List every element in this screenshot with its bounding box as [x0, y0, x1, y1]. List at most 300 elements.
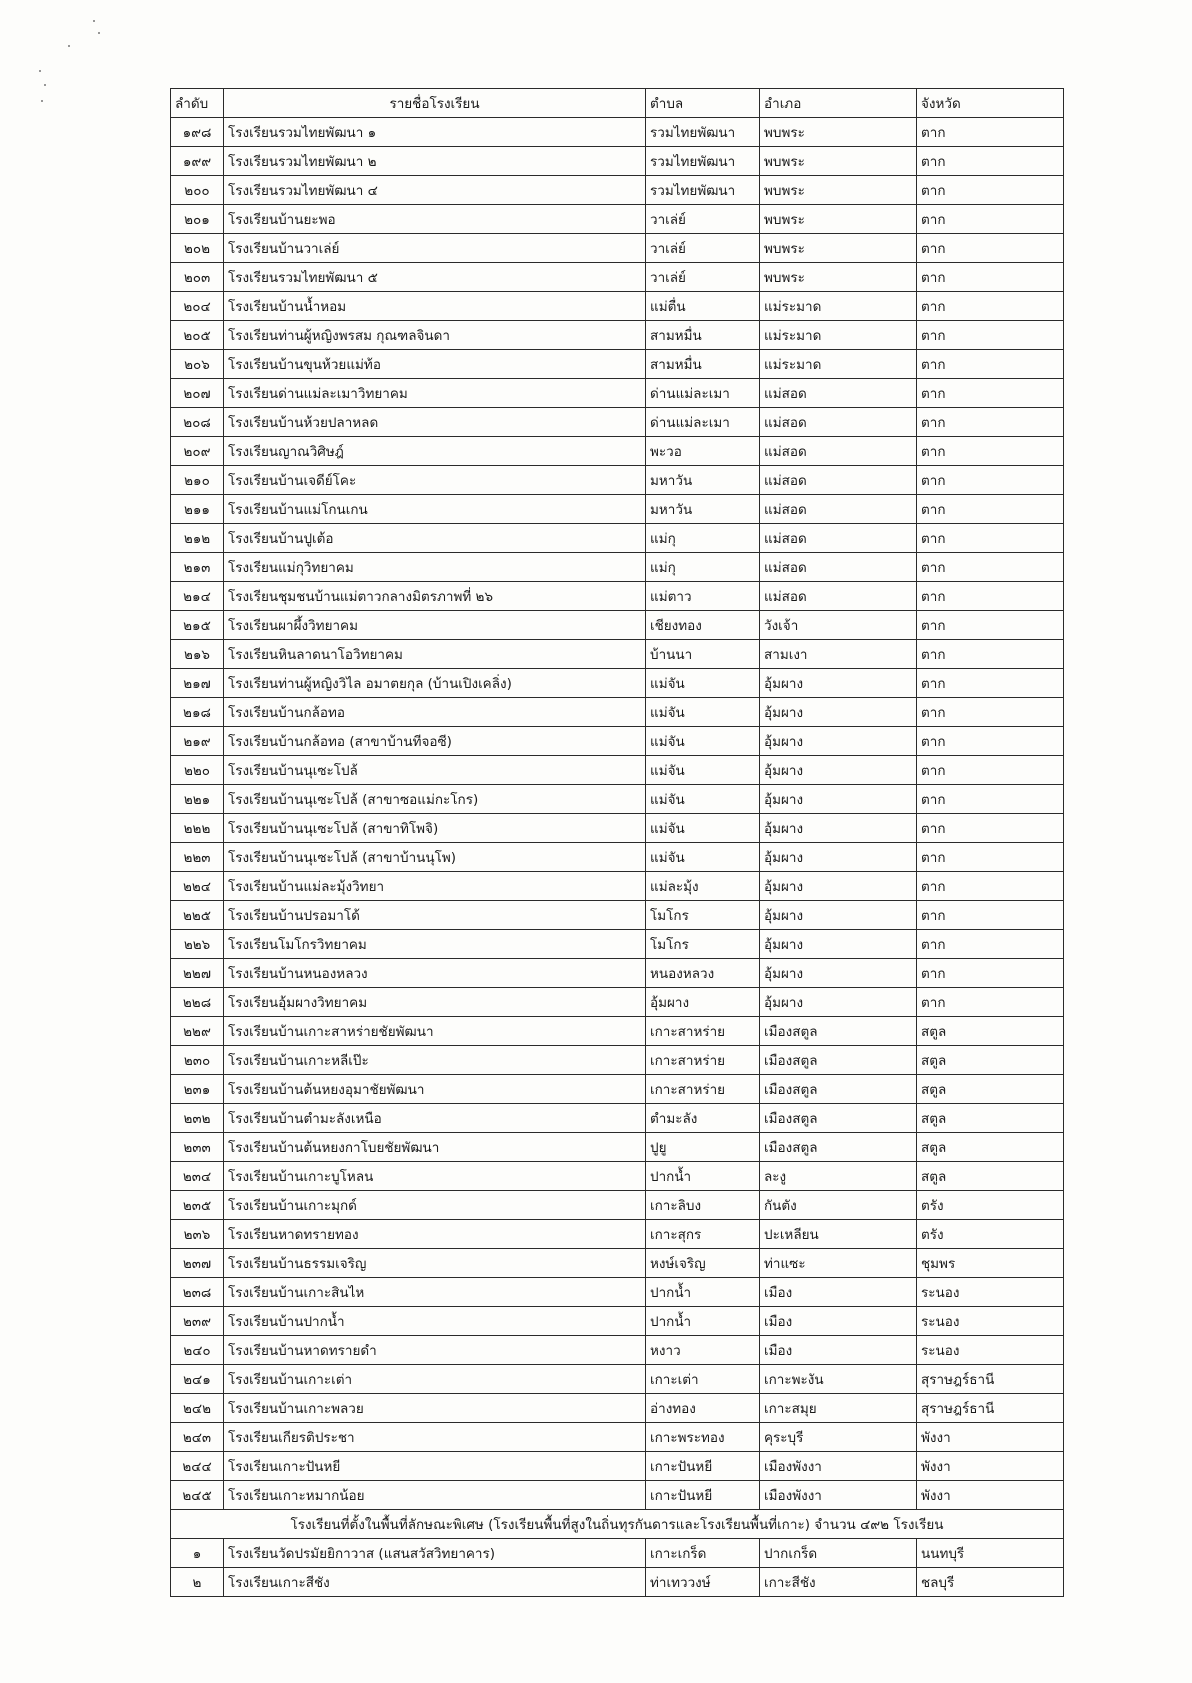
- table-row: [171, 205, 1064, 234]
- cell-province: ตาก: [917, 147, 1064, 176]
- cell-order: ๒๒๑: [171, 785, 224, 814]
- table-row: [171, 524, 1064, 553]
- cell-province: ตาก: [917, 292, 1064, 321]
- cell-subdistrict: อ่างทอง: [646, 1394, 760, 1423]
- table-row: [171, 495, 1064, 524]
- cell-order: ๒๔๒: [171, 1394, 224, 1423]
- cell-district: แม่สอด: [760, 379, 917, 408]
- cell-province: ตาก: [917, 234, 1064, 263]
- cell-school-name: โรงเรียนชุมชนบ้านแม่ตาวกลางมิตรภาพที่ ๒๖: [224, 582, 646, 611]
- table-row: [171, 118, 1064, 147]
- cell-province: ตาก: [917, 669, 1064, 698]
- cell-order: ๒๓๒: [171, 1104, 224, 1133]
- table-row: [171, 901, 1064, 930]
- cell-province: ตาก: [917, 901, 1064, 930]
- cell-subdistrict: แม่จัน: [646, 727, 760, 756]
- cell-school-name: โรงเรียนรวมไทยพัฒนา ๕: [224, 263, 646, 292]
- cell-subdistrict: เกาะสาหร่าย: [646, 1017, 760, 1046]
- cell-order: ๒๓๕: [171, 1191, 224, 1220]
- cell-province: พังงา: [917, 1452, 1064, 1481]
- cell-subdistrict: มหาวัน: [646, 495, 760, 524]
- cell-district: แม่ระมาด: [760, 350, 917, 379]
- school-list-table: [170, 88, 1064, 1597]
- cell-order: ๒๒๔: [171, 872, 224, 901]
- cell-province: ตาก: [917, 495, 1064, 524]
- cell-order: ๒๔๕: [171, 1481, 224, 1510]
- cell-district: เกาะสีชัง: [760, 1568, 917, 1597]
- cell-subdistrict: สามหมื่น: [646, 350, 760, 379]
- table-row: [171, 872, 1064, 901]
- cell-province: สุราษฎร์ธานี: [917, 1365, 1064, 1394]
- cell-district: พบพระ: [760, 263, 917, 292]
- cell-province: ตาก: [917, 321, 1064, 350]
- cell-order: ๒๐๘: [171, 408, 224, 437]
- cell-province: ตาก: [917, 350, 1064, 379]
- table-row: [171, 669, 1064, 698]
- table-row: [171, 640, 1064, 669]
- cell-subdistrict: หนองหลวง: [646, 959, 760, 988]
- cell-province: สตูล: [917, 1104, 1064, 1133]
- cell-subdistrict: ด่านแม่ละเมา: [646, 408, 760, 437]
- cell-province: ระนอง: [917, 1307, 1064, 1336]
- table-header-row: [171, 89, 1064, 118]
- cell-province: สตูล: [917, 1046, 1064, 1075]
- cell-district: เมืองสตูล: [760, 1075, 917, 1104]
- table-row: [171, 147, 1064, 176]
- table-row: [171, 1133, 1064, 1162]
- scan-speck: [41, 100, 43, 102]
- cell-order: ๒๐๖: [171, 350, 224, 379]
- table-row: [171, 1046, 1064, 1075]
- cell-order: ๒๑๗: [171, 669, 224, 698]
- cell-school-name: โรงเรียนบ้านนุเซะโปล้ (สาขาทิโพจิ): [224, 814, 646, 843]
- table-row: [171, 1278, 1064, 1307]
- cell-order: ๒๑๖: [171, 640, 224, 669]
- cell-school-name: โรงเรียนบ้านธรรมเจริญ: [224, 1249, 646, 1278]
- cell-school-name: โรงเรียนบ้านเกาะสาหร่ายชัยพัฒนา: [224, 1017, 646, 1046]
- cell-subdistrict: โมโกร: [646, 930, 760, 959]
- cell-order: ๒๔๐: [171, 1336, 224, 1365]
- cell-order: ๒๐๗: [171, 379, 224, 408]
- cell-school-name: โรงเรียนแม่กุวิทยาคม: [224, 553, 646, 582]
- cell-school-name: โรงเรียนวัดปรมัยยิกาวาส (แสนสวัสวิทยาคาร): [224, 1539, 646, 1568]
- cell-subdistrict: แม่จัน: [646, 698, 760, 727]
- cell-school-name: โรงเรียนเกาะสีชัง: [224, 1568, 646, 1597]
- cell-district: อุ้มผาง: [760, 843, 917, 872]
- header-district: อำเภอ: [760, 89, 917, 118]
- cell-district: พบพระ: [760, 176, 917, 205]
- cell-province: ตาก: [917, 437, 1064, 466]
- scan-speck: [68, 45, 70, 47]
- cell-order: ๑: [171, 1539, 224, 1568]
- table-row: [171, 756, 1064, 785]
- cell-subdistrict: แม่จัน: [646, 843, 760, 872]
- cell-province: ตาก: [917, 872, 1064, 901]
- section-heading: โรงเรียนที่ตั้งในพื้นที่ลักษณะพิเศษ (โรงเรียนพื้นที่สูงในถิ่นทุรกันดารและโรงเรียนพื้นที่เกาะ) จำนวน ๔๙๒ โรงเรียน: [171, 1510, 1064, 1539]
- table-row: [171, 466, 1064, 495]
- cell-school-name: โรงเรียนบ้านแม่ละมุ้งวิทยา: [224, 872, 646, 901]
- cell-district: แม่สอด: [760, 437, 917, 466]
- cell-district: ปากเกร็ด: [760, 1539, 917, 1568]
- cell-order: ๒๐๑: [171, 205, 224, 234]
- cell-school-name: โรงเรียนบ้านน้ำหอม: [224, 292, 646, 321]
- cell-subdistrict: ปากน้ำ: [646, 1278, 760, 1307]
- cell-province: สตูล: [917, 1133, 1064, 1162]
- cell-order: ๒๐๐: [171, 176, 224, 205]
- cell-district: เมืองสตูล: [760, 1133, 917, 1162]
- cell-order: ๑๙๘: [171, 118, 224, 147]
- cell-order: ๒: [171, 1568, 224, 1597]
- table-row: [171, 292, 1064, 321]
- table-row: [171, 1191, 1064, 1220]
- cell-district: อุ้มผาง: [760, 959, 917, 988]
- cell-order: ๒๑๙: [171, 727, 224, 756]
- scan-speck: [39, 70, 41, 72]
- cell-province: ระนอง: [917, 1278, 1064, 1307]
- cell-school-name: โรงเรียนหินลาดนาโอวิทยาคม: [224, 640, 646, 669]
- cell-district: อุ้มผาง: [760, 756, 917, 785]
- table-row: [171, 1249, 1064, 1278]
- cell-subdistrict: เกาะเต่า: [646, 1365, 760, 1394]
- cell-school-name: โรงเรียนบ้านวาเล่ย์: [224, 234, 646, 263]
- cell-school-name: โรงเรียนบ้านต้นหยงกาโบยชัยพัฒนา: [224, 1133, 646, 1162]
- cell-school-name: โรงเรียนโมโกรวิทยาคม: [224, 930, 646, 959]
- cell-district: อุ้มผาง: [760, 669, 917, 698]
- cell-order: ๒๒๘: [171, 988, 224, 1017]
- cell-school-name: โรงเรียนบ้านกล้อทอ (สาขาบ้านทีจอซี): [224, 727, 646, 756]
- cell-school-name: โรงเรียนบ้านนุเซะโปล้ (สาขาบ้านนุโพ): [224, 843, 646, 872]
- table-row: [171, 1539, 1064, 1568]
- cell-district: เมืองพังงา: [760, 1452, 917, 1481]
- cell-subdistrict: ด่านแม่ละเมา: [646, 379, 760, 408]
- cell-district: เมืองสตูล: [760, 1017, 917, 1046]
- cell-school-name: โรงเรียนบ้านเกาะเต่า: [224, 1365, 646, 1394]
- cell-district: อุ้มผาง: [760, 698, 917, 727]
- cell-district: เมือง: [760, 1278, 917, 1307]
- cell-district: ละงู: [760, 1162, 917, 1191]
- cell-subdistrict: ปากน้ำ: [646, 1307, 760, 1336]
- cell-subdistrict: แม่จัน: [646, 814, 760, 843]
- cell-district: แม่ระมาด: [760, 292, 917, 321]
- table-row: [171, 698, 1064, 727]
- cell-order: ๒๒๖: [171, 930, 224, 959]
- cell-school-name: โรงเรียนบ้านเกาะพลวย: [224, 1394, 646, 1423]
- cell-province: ตาก: [917, 930, 1064, 959]
- cell-order: ๒๒๙: [171, 1017, 224, 1046]
- cell-subdistrict: วาเล่ย์: [646, 205, 760, 234]
- table-row: [171, 1481, 1064, 1510]
- cell-province: ตาก: [917, 379, 1064, 408]
- cell-order: ๒๓๓: [171, 1133, 224, 1162]
- cell-district: เกาะพะงัน: [760, 1365, 917, 1394]
- cell-subdistrict: แม่จัน: [646, 756, 760, 785]
- cell-subdistrict: รวมไทยพัฒนา: [646, 176, 760, 205]
- cell-district: พบพระ: [760, 205, 917, 234]
- cell-order: ๒๐๒: [171, 234, 224, 263]
- cell-order: ๒๒๗: [171, 959, 224, 988]
- cell-order: ๒๑๒: [171, 524, 224, 553]
- cell-order: ๒๒๓: [171, 843, 224, 872]
- cell-order: ๒๐๓: [171, 263, 224, 292]
- cell-subdistrict: วาเล่ย์: [646, 234, 760, 263]
- cell-district: อุ้มผาง: [760, 785, 917, 814]
- table-row: [171, 959, 1064, 988]
- table-row: [171, 1075, 1064, 1104]
- cell-order: ๒๔๓: [171, 1423, 224, 1452]
- cell-school-name: โรงเรียนเกียรติประชา: [224, 1423, 646, 1452]
- cell-order: ๒๓๙: [171, 1307, 224, 1336]
- cell-province: นนทบุรี: [917, 1539, 1064, 1568]
- cell-province: ตาก: [917, 843, 1064, 872]
- cell-subdistrict: แม่จัน: [646, 785, 760, 814]
- cell-province: ตาก: [917, 553, 1064, 582]
- cell-district: วังเจ้า: [760, 611, 917, 640]
- cell-subdistrict: เกาะลิบง: [646, 1191, 760, 1220]
- table-row: [171, 1452, 1064, 1481]
- cell-province: ตรัง: [917, 1220, 1064, 1249]
- cell-subdistrict: หงาว: [646, 1336, 760, 1365]
- table-row: [171, 1336, 1064, 1365]
- cell-school-name: โรงเรียนบ้านยะพอ: [224, 205, 646, 234]
- cell-school-name: โรงเรียนรวมไทยพัฒนา ๒: [224, 147, 646, 176]
- table-row: [171, 1568, 1064, 1597]
- cell-school-name: โรงเรียนบ้านเกาะสินไห: [224, 1278, 646, 1307]
- cell-subdistrict: เกาะเกร็ด: [646, 1539, 760, 1568]
- cell-order: ๒๓๔: [171, 1162, 224, 1191]
- cell-district: อุ้มผาง: [760, 814, 917, 843]
- table-row: [171, 727, 1064, 756]
- cell-subdistrict: หงษ์เจริญ: [646, 1249, 760, 1278]
- cell-district: แม่สอด: [760, 408, 917, 437]
- cell-district: เมือง: [760, 1307, 917, 1336]
- table-row: [171, 321, 1064, 350]
- table-row: [171, 408, 1064, 437]
- cell-subdistrict: เชียงทอง: [646, 611, 760, 640]
- table-row: [171, 437, 1064, 466]
- cell-school-name: โรงเรียนท่านผู้หญิงพรสม กุณฑลจินดา: [224, 321, 646, 350]
- cell-district: เมืองพังงา: [760, 1481, 917, 1510]
- cell-school-name: โรงเรียนบ้านปรอมาโด้: [224, 901, 646, 930]
- cell-school-name: โรงเรียนท่านผู้หญิงวิไล อมาตยกุล (บ้านเปิงเคลิ่ง): [224, 669, 646, 698]
- table-row: [171, 263, 1064, 292]
- cell-district: พบพระ: [760, 118, 917, 147]
- cell-subdistrict: วาเล่ย์: [646, 263, 760, 292]
- cell-district: ท่าแซะ: [760, 1249, 917, 1278]
- cell-subdistrict: ท่าเทววงษ์: [646, 1568, 760, 1597]
- cell-province: ตาก: [917, 640, 1064, 669]
- table-row: [171, 611, 1064, 640]
- cell-school-name: โรงเรียนบ้านแม่โกนเกน: [224, 495, 646, 524]
- table-row: [171, 176, 1064, 205]
- cell-province: ตาก: [917, 466, 1064, 495]
- cell-subdistrict: พะวอ: [646, 437, 760, 466]
- scan-speck: [98, 32, 100, 34]
- cell-province: พังงา: [917, 1481, 1064, 1510]
- cell-subdistrict: เกาะพระทอง: [646, 1423, 760, 1452]
- cell-school-name: โรงเรียนบ้านปูเต้อ: [224, 524, 646, 553]
- cell-order: ๒๐๙: [171, 437, 224, 466]
- cell-province: สตูล: [917, 1162, 1064, 1191]
- cell-district: อุ้มผาง: [760, 930, 917, 959]
- cell-school-name: โรงเรียนเกาะหมากน้อย: [224, 1481, 646, 1510]
- table-row: [171, 1307, 1064, 1336]
- cell-district: แม่สอด: [760, 495, 917, 524]
- cell-school-name: โรงเรียนบ้านกล้อทอ: [224, 698, 646, 727]
- cell-order: ๒๑๑: [171, 495, 224, 524]
- cell-subdistrict: เกาะปันหยี: [646, 1481, 760, 1510]
- cell-subdistrict: แม่กุ: [646, 553, 760, 582]
- cell-district: อุ้มผาง: [760, 727, 917, 756]
- cell-school-name: โรงเรียนหาดทรายทอง: [224, 1220, 646, 1249]
- cell-subdistrict: ตำมะลัง: [646, 1104, 760, 1133]
- cell-district: กันตัง: [760, 1191, 917, 1220]
- cell-order: ๒๑๕: [171, 611, 224, 640]
- cell-district: อุ้มผาง: [760, 988, 917, 1017]
- table-row: [171, 350, 1064, 379]
- cell-order: ๒๑๐: [171, 466, 224, 495]
- header-subdistrict: ตำบล: [646, 89, 760, 118]
- cell-school-name: โรงเรียนบ้านหาดทรายดำ: [224, 1336, 646, 1365]
- cell-order: ๒๐๕: [171, 321, 224, 350]
- header-order: ลำดับ: [171, 89, 224, 118]
- cell-district: แม่สอด: [760, 466, 917, 495]
- cell-province: ชลบุรี: [917, 1568, 1064, 1597]
- cell-subdistrict: เกาะสาหร่าย: [646, 1075, 760, 1104]
- cell-province: ตาก: [917, 756, 1064, 785]
- cell-province: ตาก: [917, 263, 1064, 292]
- cell-school-name: โรงเรียนบ้านเกาะบูโหลน: [224, 1162, 646, 1191]
- cell-school-name: โรงเรียนบ้านนุเซะโปล้: [224, 756, 646, 785]
- cell-province: ตาก: [917, 698, 1064, 727]
- cell-province: สตูล: [917, 1017, 1064, 1046]
- cell-province: ตาก: [917, 582, 1064, 611]
- cell-school-name: โรงเรียนญาณวิศิษฎ์: [224, 437, 646, 466]
- table-row: [171, 379, 1064, 408]
- cell-province: ตาก: [917, 611, 1064, 640]
- cell-school-name: โรงเรียนรวมไทยพัฒนา ๔: [224, 176, 646, 205]
- cell-district: พบพระ: [760, 234, 917, 263]
- cell-province: พังงา: [917, 1423, 1064, 1452]
- cell-subdistrict: เกาะสุกร: [646, 1220, 760, 1249]
- table-row: [171, 234, 1064, 263]
- cell-subdistrict: รวมไทยพัฒนา: [646, 118, 760, 147]
- table-row: [171, 785, 1064, 814]
- cell-order: ๒๓๑: [171, 1075, 224, 1104]
- table-row: [171, 1423, 1064, 1452]
- cell-order: ๒๔๑: [171, 1365, 224, 1394]
- cell-order: ๒๓๐: [171, 1046, 224, 1075]
- table-row: [171, 1017, 1064, 1046]
- cell-subdistrict: อุ้มผาง: [646, 988, 760, 1017]
- cell-district: สามเงา: [760, 640, 917, 669]
- cell-order: ๒๓๘: [171, 1278, 224, 1307]
- cell-order: ๒๔๔: [171, 1452, 224, 1481]
- cell-order: ๒๒๒: [171, 814, 224, 843]
- cell-province: ชุมพร: [917, 1249, 1064, 1278]
- cell-district: ปะเหลียน: [760, 1220, 917, 1249]
- cell-province: ตาก: [917, 205, 1064, 234]
- cell-school-name: โรงเรียนรวมไทยพัฒนา ๑: [224, 118, 646, 147]
- cell-subdistrict: ปูยู: [646, 1133, 760, 1162]
- table-row: [171, 988, 1064, 1017]
- cell-subdistrict: มหาวัน: [646, 466, 760, 495]
- cell-school-name: โรงเรียนด่านแม่ละเมาวิทยาคม: [224, 379, 646, 408]
- cell-school-name: โรงเรียนบ้านขุนห้วยแม่ท้อ: [224, 350, 646, 379]
- cell-subdistrict: บ้านนา: [646, 640, 760, 669]
- cell-order: ๒๒๐: [171, 756, 224, 785]
- cell-school-name: โรงเรียนเกาะปันหยี: [224, 1452, 646, 1481]
- cell-order: ๒๑๓: [171, 553, 224, 582]
- cell-school-name: โรงเรียนผาผึ้งวิทยาคม: [224, 611, 646, 640]
- scan-speck: [93, 20, 95, 22]
- cell-province: ตาก: [917, 408, 1064, 437]
- cell-district: แม่สอด: [760, 553, 917, 582]
- cell-order: ๒๓๖: [171, 1220, 224, 1249]
- cell-district: แม่ระมาด: [760, 321, 917, 350]
- cell-school-name: โรงเรียนบ้านเกาะหลีเป๊ะ: [224, 1046, 646, 1075]
- cell-district: อุ้มผาง: [760, 872, 917, 901]
- table-row: [171, 930, 1064, 959]
- table-row: [171, 553, 1064, 582]
- cell-school-name: โรงเรียนบ้านเกาะมุกด์: [224, 1191, 646, 1220]
- cell-province: ตาก: [917, 814, 1064, 843]
- cell-school-name: โรงเรียนบ้านปากน้ำ: [224, 1307, 646, 1336]
- header-school-name: รายชื่อโรงเรียน: [224, 89, 646, 118]
- cell-subdistrict: รวมไทยพัฒนา: [646, 147, 760, 176]
- cell-district: พบพระ: [760, 147, 917, 176]
- table-row: [171, 843, 1064, 872]
- scan-speck: [44, 84, 46, 86]
- cell-district: แม่สอด: [760, 582, 917, 611]
- cell-school-name: โรงเรียนบ้านต้นหยงอุมาชัยพัฒนา: [224, 1075, 646, 1104]
- cell-subdistrict: เกาะสาหร่าย: [646, 1046, 760, 1075]
- cell-district: เกาะสมุย: [760, 1394, 917, 1423]
- cell-subdistrict: แม่ตื่น: [646, 292, 760, 321]
- cell-province: ตาก: [917, 524, 1064, 553]
- cell-subdistrict: โมโกร: [646, 901, 760, 930]
- table-row: [171, 1394, 1064, 1423]
- cell-subdistrict: แม่ตาว: [646, 582, 760, 611]
- cell-order: ๒๑๘: [171, 698, 224, 727]
- cell-school-name: โรงเรียนบ้านตำมะลังเหนือ: [224, 1104, 646, 1133]
- cell-order: ๒๒๕: [171, 901, 224, 930]
- cell-district: เมือง: [760, 1336, 917, 1365]
- cell-province: ตาก: [917, 785, 1064, 814]
- cell-subdistrict: เกาะปันหยี: [646, 1452, 760, 1481]
- cell-school-name: โรงเรียนบ้านหนองหลวง: [224, 959, 646, 988]
- cell-district: เมืองสตูล: [760, 1046, 917, 1075]
- cell-order: ๒๑๔: [171, 582, 224, 611]
- cell-subdistrict: แม่ละมุ้ง: [646, 872, 760, 901]
- cell-district: แม่สอด: [760, 524, 917, 553]
- cell-province: ตรัง: [917, 1191, 1064, 1220]
- table-row: [171, 1162, 1064, 1191]
- table-row: [171, 1220, 1064, 1249]
- cell-province: ตาก: [917, 727, 1064, 756]
- table-row: [171, 1365, 1064, 1394]
- table-row: [171, 1104, 1064, 1133]
- section-heading-row: [171, 1510, 1064, 1539]
- cell-district: เมืองสตูล: [760, 1104, 917, 1133]
- cell-province: สตูล: [917, 1075, 1064, 1104]
- header-province: จังหวัด: [917, 89, 1064, 118]
- cell-subdistrict: แม่กุ: [646, 524, 760, 553]
- cell-order: ๒๓๗: [171, 1249, 224, 1278]
- cell-school-name: โรงเรียนบ้านนุเซะโปล้ (สาขาซอแม่กะโกร): [224, 785, 646, 814]
- table-row: [171, 814, 1064, 843]
- cell-order: ๒๐๔: [171, 292, 224, 321]
- cell-province: ตาก: [917, 176, 1064, 205]
